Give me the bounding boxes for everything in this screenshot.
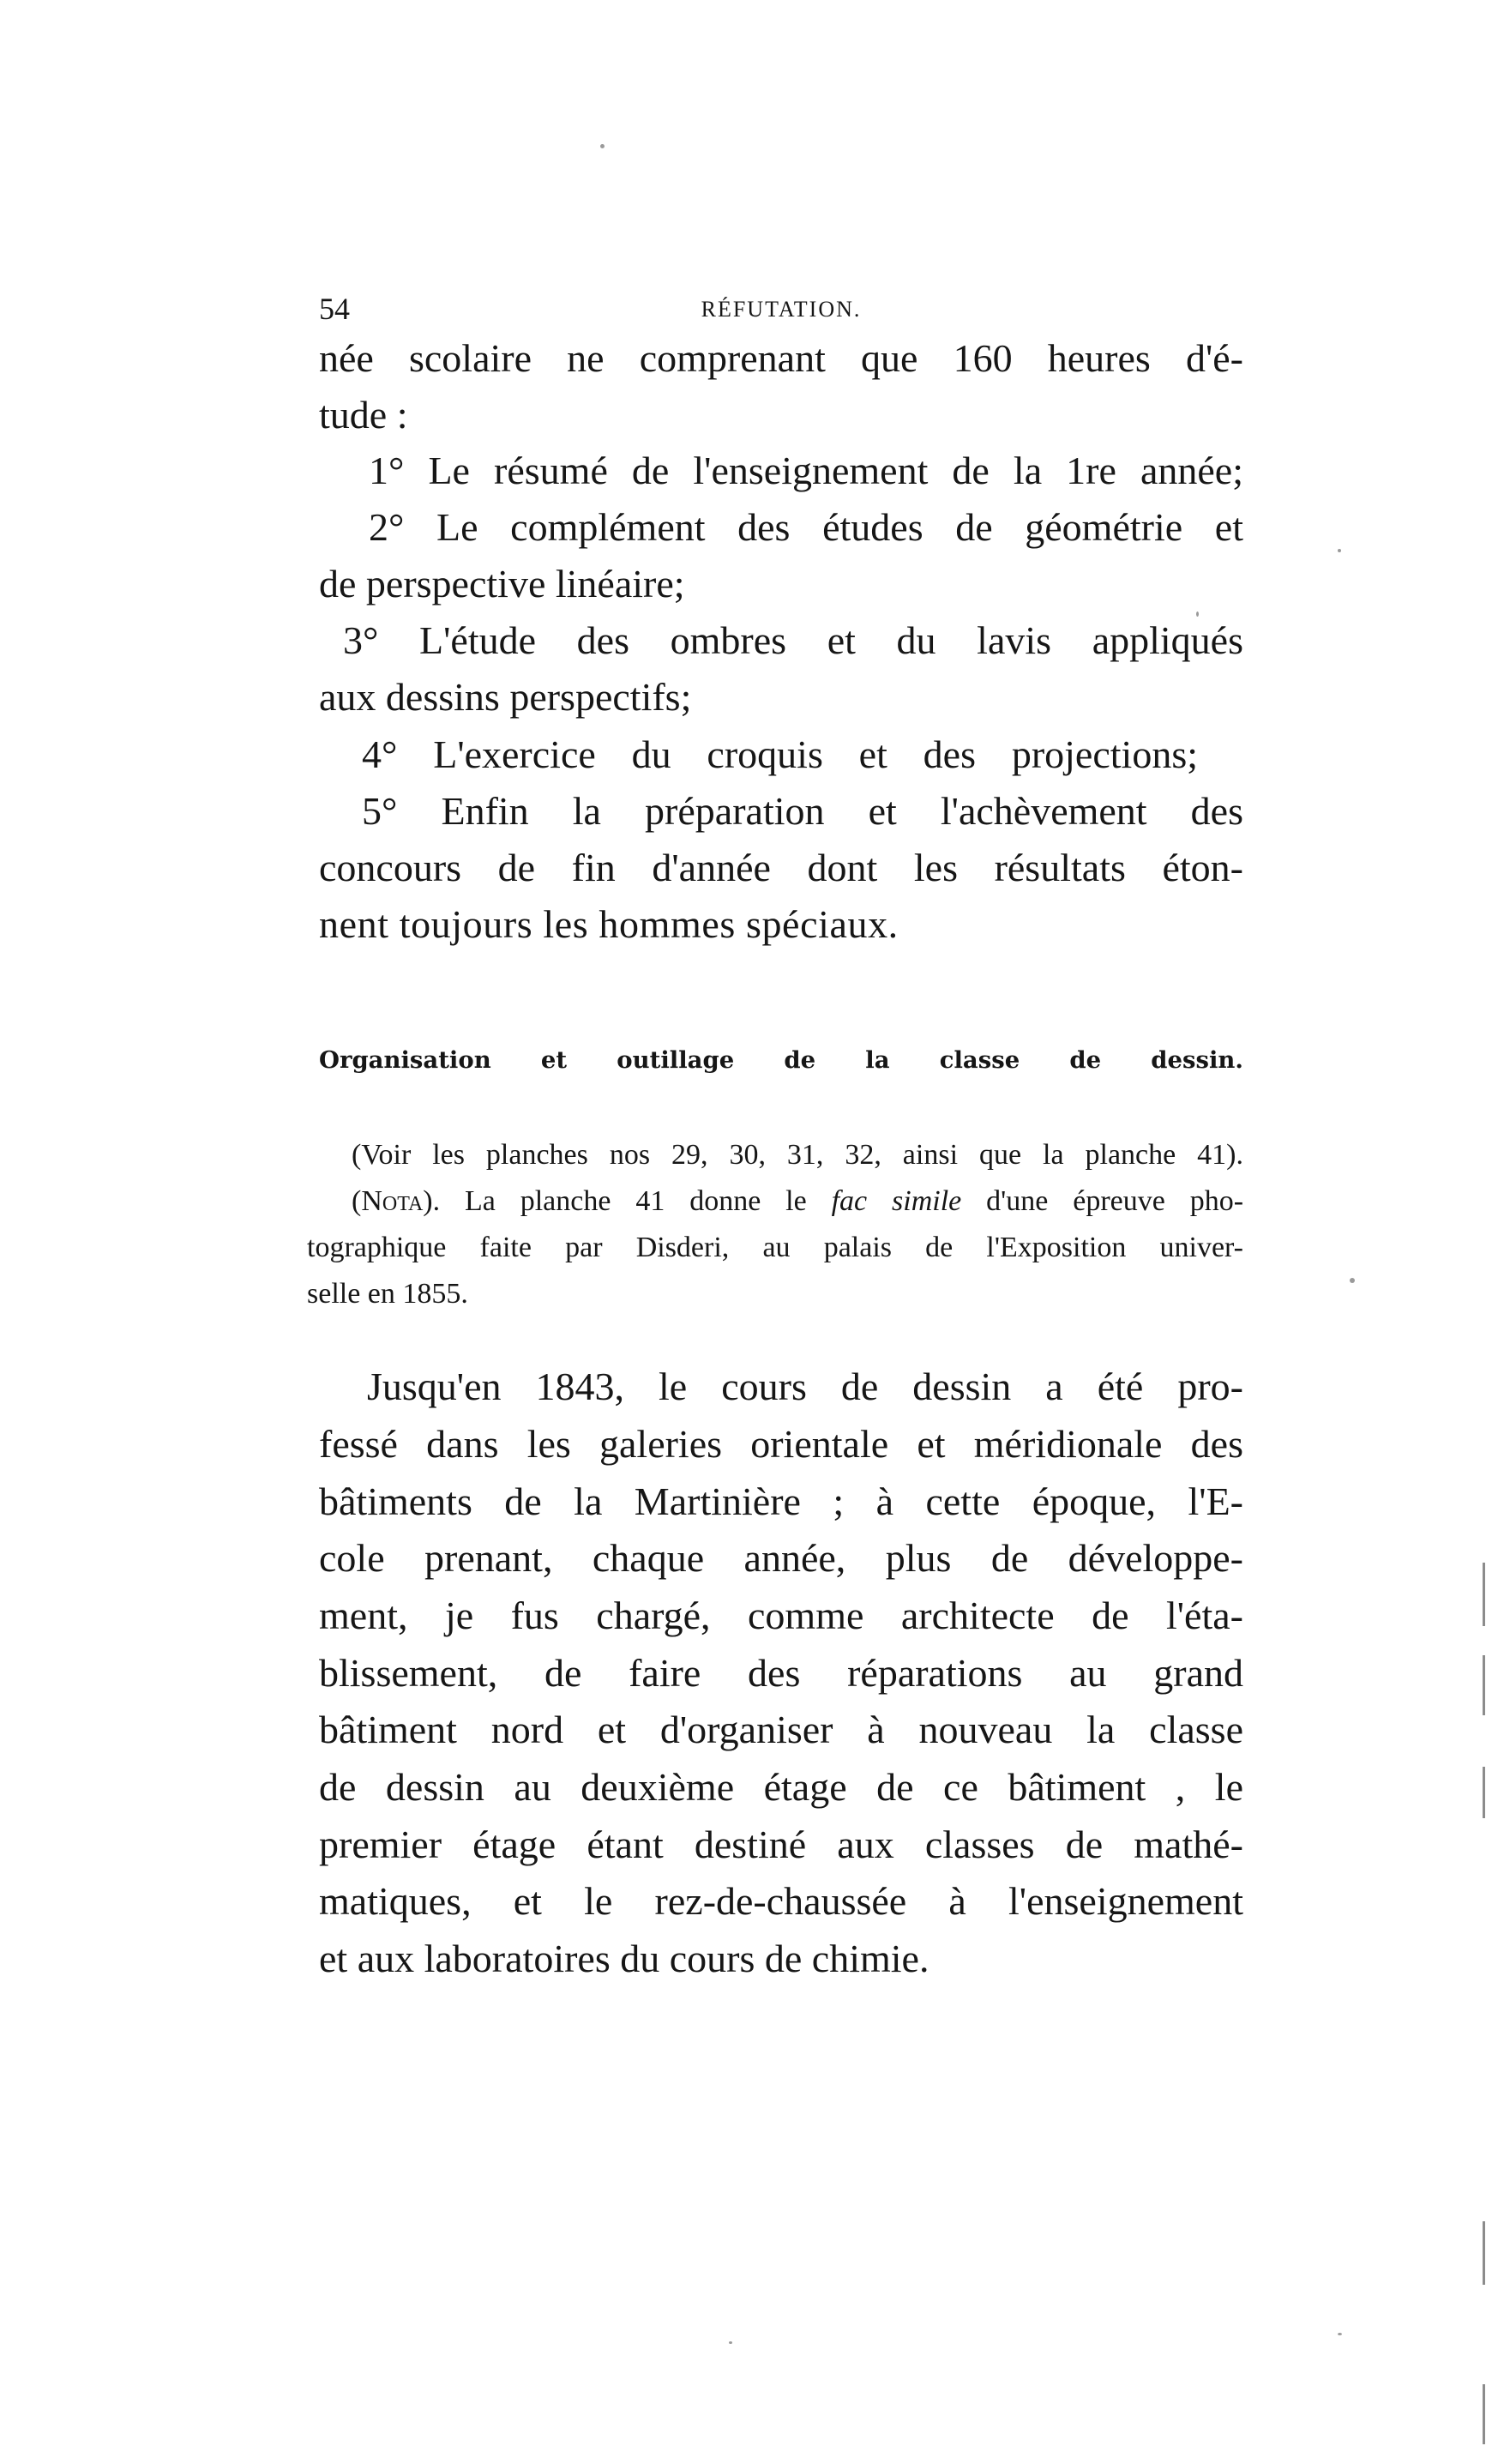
text-line: et aux laboratoires du cours de chimie. — [319, 1937, 929, 1980]
scan-speck — [729, 2341, 732, 2344]
text-line: bâtiments de la Martinière ; à cette époque, l'E- — [319, 1479, 1243, 1523]
text-line: cole prenant, chaque année, plus de développe- — [319, 1536, 1243, 1580]
scan-speck — [1350, 1278, 1355, 1283]
text-line: concours de fin d'année dont les résultats éton- — [319, 846, 1243, 889]
text-line: ment, je fus chargé, comme architecte de l'éta- — [319, 1593, 1243, 1637]
note-text: d'une épreuve pho- — [986, 1185, 1244, 1217]
scan-edge-line — [1483, 2221, 1485, 2285]
scan-edge-line — [1483, 1655, 1485, 1715]
text-line: tude : — [319, 393, 408, 437]
scan-edge-line — [1483, 1563, 1485, 1626]
text-line: bâtiment nord et d'organiser à nouveau la classe — [319, 1708, 1243, 1751]
text-line: blissement, de faire des réparations au grand — [319, 1651, 1243, 1695]
text-line: premier étage étant destiné aux classes de mathé- — [319, 1822, 1243, 1866]
note-text: La planche 41 donne le — [465, 1185, 807, 1217]
section-heading: Organisation et outillage de la classe de dessin. — [319, 1046, 1243, 1074]
list-item: 3° L'étude des ombres et du lavis appliqués — [343, 618, 1243, 662]
scan-speck — [1196, 611, 1199, 617]
running-title: RÉFUTATION. — [701, 297, 862, 322]
text-line: aux dessins perspectifs; — [319, 675, 692, 719]
page-number: 54 — [319, 292, 350, 326]
scan-speck — [600, 144, 605, 148]
text-line: de dessin au deuxième étage de ce bâtiment , le — [319, 1765, 1243, 1809]
scan-speck — [1338, 549, 1341, 552]
note-line: tographique faite par Disderi, au palais de l'Exposition univer- — [307, 1232, 1243, 1263]
scan-edge-line — [1483, 2384, 1485, 2444]
page-header — [319, 290, 1243, 328]
scan-speck — [1338, 2333, 1342, 2335]
text-line: fessé dans les galeries orientale et méridionale des — [319, 1422, 1243, 1466]
text-line: née scolaire ne comprenant que 160 heures d'é- — [319, 336, 1243, 380]
note-label: (Nota). — [352, 1185, 441, 1217]
note-line: selle en 1855. — [307, 1278, 468, 1310]
note-italic: fac simile — [831, 1185, 962, 1217]
list-item: 1° Le résumé de l'enseignement de la 1re année; — [369, 449, 1243, 492]
scan-edge-line — [1483, 1767, 1485, 1818]
list-item: 5° Enfin la préparation et l'achèvement des — [362, 789, 1243, 833]
list-item: 2° Le complément des études de géométrie et — [369, 505, 1243, 549]
note-line — [352, 1183, 1243, 1220]
text-line: de perspective linéaire; — [319, 562, 685, 605]
text-line: nent toujours les hommes spéciaux. — [319, 902, 899, 946]
list-item: 4° L'exercice du croquis et des projections; — [362, 732, 1198, 776]
text-line: Jusqu'en 1843, le cours de dessin a été pro- — [367, 1365, 1243, 1408]
text-line: matiques, et le rez-de-chaussée à l'enseignement — [319, 1879, 1243, 1923]
note-line: (Voir les planches nos 29, 30, 31, 32, ainsi que la planche 41). — [352, 1139, 1243, 1171]
